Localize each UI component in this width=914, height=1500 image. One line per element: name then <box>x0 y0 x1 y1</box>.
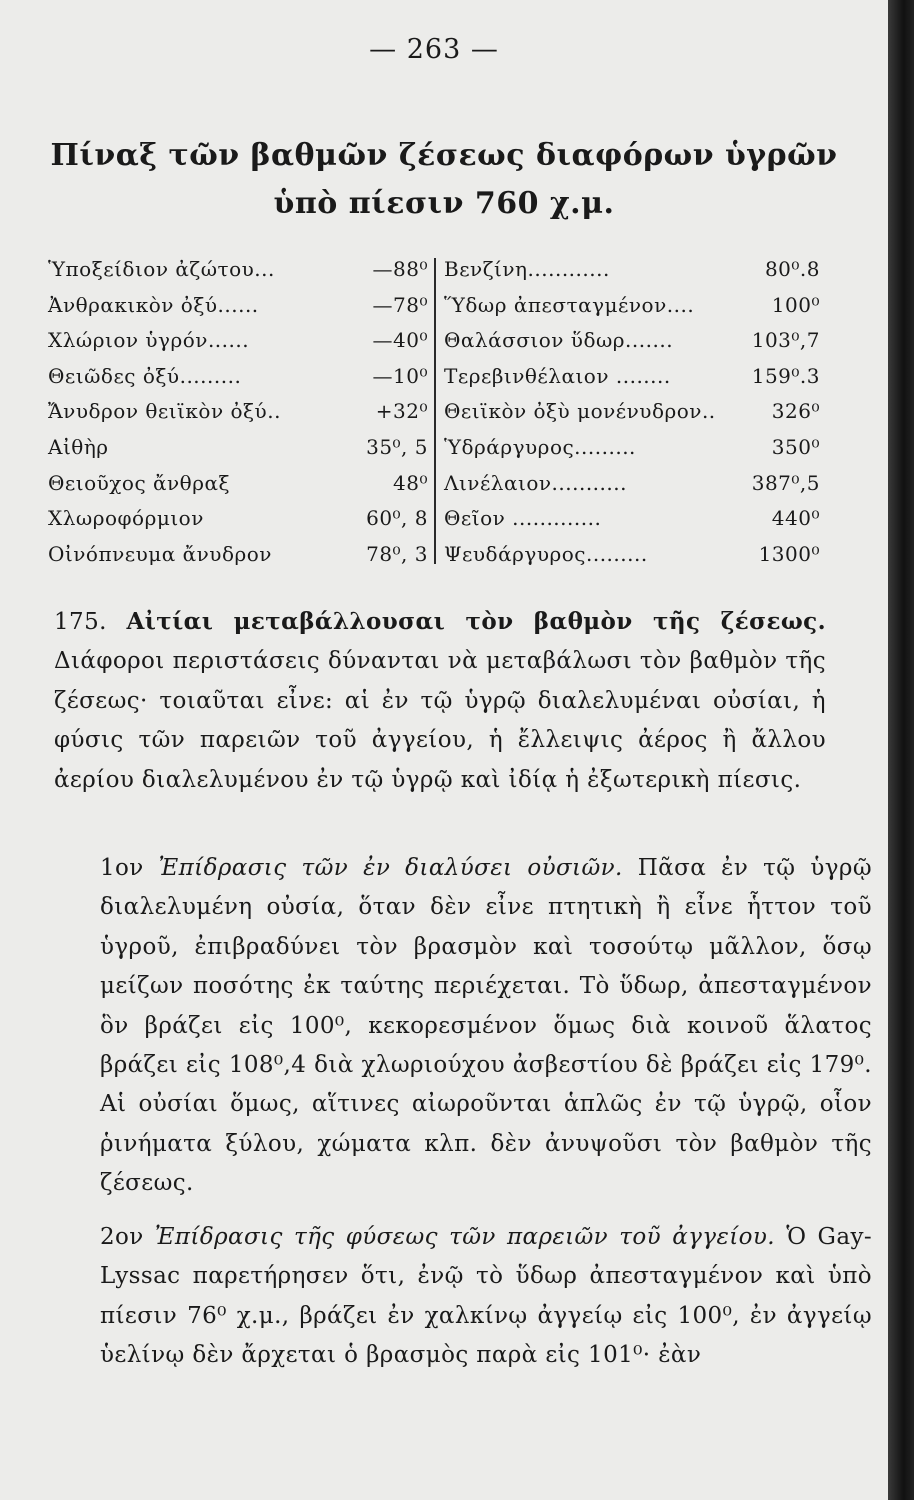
substance-name: Ὕδωρ ἀπεσταγμένον.... <box>444 292 695 317</box>
boiling-point: 350⁰ <box>771 434 820 459</box>
substance-name: Ψευδάργυρος......... <box>444 541 648 566</box>
paragraph-2-text: Ὁ Gay-Lyssac παρετήρησεν ὅτι, ἐνῷ τὸ ὕδωρ ἀπεσταγμένον καὶ ὑπὸ πίεσιν 76⁰ χ.μ., βράζει ἐν χαλκίνῳ ἀγγείῳ εἰς 100⁰, ἐν ἀγγείῳ ὑελίνῳ δὲν ἄρχεται ὁ βρασμὸς παρὰ εἰς 101⁰· ἐὰν <box>100 1224 873 1369</box>
table-title-line-2: ὑπὸ πίεσιν 760 χ.μ. <box>273 186 615 221</box>
table-row <box>444 323 820 359</box>
substance-name: Θεῖον ............. <box>444 506 602 531</box>
substance-name: Βενζίνη............ <box>444 257 610 281</box>
boiling-point: 80⁰.8 <box>764 257 820 281</box>
table-row <box>48 501 428 537</box>
substance-name: Χλωροφόρμιον <box>48 506 204 531</box>
table-row <box>48 288 428 324</box>
paragraph-2-label: 2ον <box>100 1224 144 1250</box>
table-row <box>48 466 428 502</box>
substance-name: Θαλάσσιον ὕδωρ....... <box>444 328 674 353</box>
table-row <box>48 537 428 573</box>
substance-name: Θειοῦχος ἄνθραξ <box>48 470 231 495</box>
boiling-point: 78⁰, 3 <box>366 541 428 566</box>
boiling-point: —88⁰ <box>372 257 428 281</box>
boiling-table-right <box>444 252 820 572</box>
boiling-point: 440⁰ <box>771 506 820 531</box>
paragraph-1-text: Πᾶσα ἐν τῷ ὑγρῷ διαλελυμένη οὐσία, ὅταν δὲν εἶνε πτητικὴ ἢ εἶνε ἧττον τοῦ ὑγροῦ, ἐπιβραδύνει τὸν βρασμὸν καὶ τοσούτῳ μᾶλλον, ὅσῳ μείζων ποσότης ἐκ ταύτης περιέχεται. Τὸ ὕδωρ, ἀπεσταγμένον ὃν βράζει εἰς 100⁰, κεκορεσμένον ὅμως διὰ κοινοῦ ἅλατος βράζει εἰς 108⁰,4 διὰ χλωριούχου ἀσβεστίου δὲ βράζει εἰς 179⁰. Αἱ οὐσίαι ὅμως, αἵτινες αἰωροῦνται ἁπλῶς ἐν τῷ ὑγρῷ, οἷον ῥινήματα ξύλου, χώματα κλπ. δὲν ἀνυψοῦσι τὸν βαθμὸν τῆς ζέσεως. <box>100 855 873 1197</box>
substance-name: Χλώριον ὑγρόν...... <box>48 328 250 353</box>
table-row <box>444 394 820 430</box>
table-row <box>48 394 428 430</box>
boiling-point: 35⁰, 5 <box>366 434 428 459</box>
boiling-table-left <box>48 252 428 572</box>
substance-name: Θειῶδες ὀξύ......... <box>48 363 242 388</box>
boiling-point: 387⁰,5 <box>751 470 820 495</box>
boiling-point: +32⁰ <box>375 399 428 424</box>
boiling-point: 1300⁰ <box>758 541 820 566</box>
paragraph-2-heading: Ἐπίδρασις τῆς φύσεως τῶν παρειῶν τοῦ ἀγγείου. <box>154 1224 775 1250</box>
table-row <box>48 359 428 395</box>
table-row <box>444 359 820 395</box>
table-row <box>444 430 820 466</box>
table-row <box>48 252 428 288</box>
table-row <box>444 288 820 324</box>
boiling-point: —10⁰ <box>372 363 428 388</box>
paragraph-1 <box>54 849 872 1204</box>
paragraph-1-heading: Ἐπίδρασις τῶν ἐν διαλύσει οὐσιῶν. <box>158 855 623 881</box>
substance-name: Τερεβινθέλαιον ........ <box>444 363 671 388</box>
boiling-point: 100⁰ <box>771 292 820 317</box>
table-title-line-1: Πίναξ τῶν βαθμῶν ζέσεως διαφόρων ὑγρῶν <box>50 138 838 173</box>
substance-name: Λινέλαιον........... <box>444 470 627 495</box>
boiling-point: 159⁰.3 <box>751 363 820 388</box>
table-divider <box>434 258 436 564</box>
substance-name: Ἄνυδρον θειϊκὸν ὀξύ.. <box>48 399 281 424</box>
book-gutter <box>888 0 914 1500</box>
boiling-point: —78⁰ <box>372 292 428 317</box>
substance-name: Ἀνθρακικὸν ὀξύ...... <box>48 292 259 317</box>
boiling-point: 103⁰,7 <box>751 328 820 353</box>
substance-name: Ὑδράργυρος......... <box>444 434 636 459</box>
table-row <box>444 537 820 573</box>
substance-name: Αἰθὴρ <box>48 434 109 459</box>
section-text: Διάφοροι περιστάσεις δύνανται νὰ μεταβάλωσι τὸν βαθμὸν τῆς ζέσεως· τοιαῦται εἶνε: αἱ ἐν τῷ ὑγρῷ διαλελυμέναι οὐσίαι, ἡ φύσις τῶν παρειῶν τοῦ ἀγγείου, ἡ ἔλλειψις ἀέρος ἢ ἄλλου ἀερίου διαλελυμένου ἐν τῷ ὑγρῷ καὶ ἰδίᾳ ἡ ἐξωτερικὴ πίεσις. <box>54 648 826 793</box>
table-row <box>48 323 428 359</box>
boiling-point: 48⁰ <box>393 470 428 495</box>
table-row <box>444 466 820 502</box>
section-heading: Αἰτίαι μεταβάλλουσαι τὸν βαθμὸν τῆς ζέσεως. <box>126 608 826 635</box>
substance-name: Οἰνόπνευμα ἄνυδρον <box>48 541 272 566</box>
substance-name: Ὑποξείδιον ἀζώτου... <box>48 257 275 281</box>
paragraph-1-label: 1ον <box>100 855 144 881</box>
table-row <box>444 252 820 288</box>
table-row <box>48 430 428 466</box>
substance-name: Θειϊκὸν ὀξὺ μονένυδρον.. <box>444 399 716 424</box>
table-row <box>444 501 820 537</box>
paragraph-2 <box>54 1218 872 1376</box>
boiling-point: 60⁰, 8 <box>366 506 428 531</box>
section-number: 175. <box>54 609 107 635</box>
boiling-point: 326⁰ <box>771 399 820 424</box>
section-175-paragraph <box>54 602 826 800</box>
boiling-point: —40⁰ <box>372 328 428 353</box>
page-number: — 263 — <box>369 34 499 65</box>
